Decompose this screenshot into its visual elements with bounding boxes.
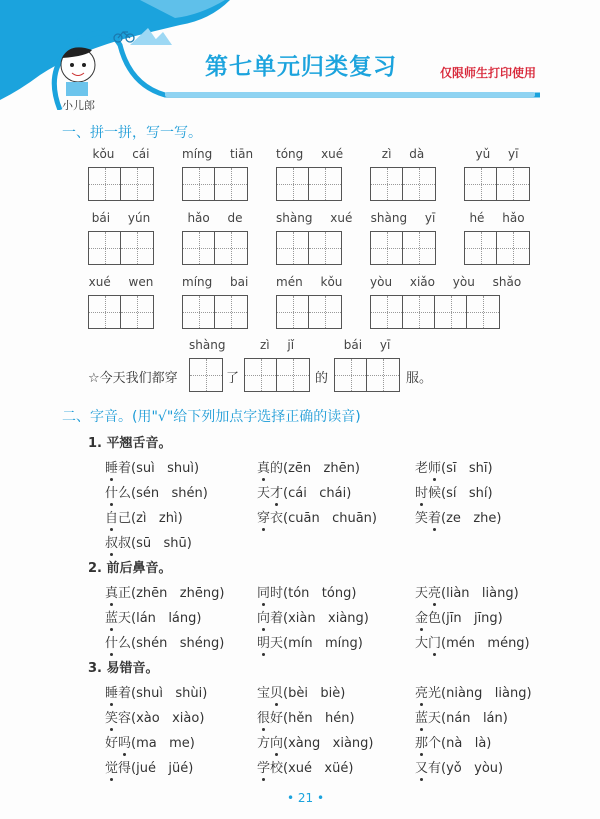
writing-grid[interactable] xyxy=(88,167,154,201)
word-char: 色 xyxy=(428,611,442,626)
word-char: 天 xyxy=(270,636,284,651)
pinyin-options[interactable]: (hěn hén) xyxy=(283,711,355,726)
pinyin-label: míng tiān xyxy=(182,147,254,161)
word-char: 方 xyxy=(257,736,271,751)
pinyin-options[interactable]: (shuì shùi) xyxy=(131,686,208,701)
word-char: 校 xyxy=(270,761,284,776)
grid-cell[interactable] xyxy=(435,296,467,328)
grid-cell[interactable] xyxy=(403,168,435,200)
pinyin-label: yǔ yī xyxy=(475,147,519,161)
word-pronunciation-item[interactable] xyxy=(257,582,356,601)
pinyin-label: yòu xiǎo yòu shǎo xyxy=(370,275,522,289)
pinyin-options[interactable]: (ma me) xyxy=(131,736,195,751)
word-char: 天 xyxy=(118,611,132,626)
pinyin-options[interactable]: (cái chái) xyxy=(283,486,352,501)
grid-cell[interactable] xyxy=(497,168,529,200)
writing-grid[interactable] xyxy=(88,231,154,265)
grid-cell[interactable] xyxy=(121,296,153,328)
pinyin-options[interactable]: (xué xüé) xyxy=(283,761,354,776)
grid-cell[interactable] xyxy=(371,296,403,328)
word-char: 门 xyxy=(428,636,442,651)
pinyin-label: zì dà xyxy=(381,147,425,161)
group-title: 3. 易错音。 xyxy=(88,661,159,676)
pinyin-options[interactable]: (lán láng) xyxy=(131,611,202,626)
grid-cell[interactable] xyxy=(335,359,367,391)
word-char: 衣 xyxy=(270,511,284,526)
writing-grid[interactable] xyxy=(276,167,342,201)
word-pronunciation-item[interactable] xyxy=(105,482,208,501)
word-char: 笑 xyxy=(415,511,429,526)
pinyin-options[interactable]: (yǒ yòu) xyxy=(441,761,504,776)
writing-grid[interactable] xyxy=(370,295,500,329)
word-pronunciation-item[interactable] xyxy=(105,682,207,701)
pinyin-options[interactable]: (tón tóng) xyxy=(283,586,357,601)
grid-cell[interactable] xyxy=(215,168,247,200)
mascot-boy-icon xyxy=(61,47,95,96)
grid-cell[interactable] xyxy=(309,296,341,328)
pinyin-options[interactable]: (sén shén) xyxy=(131,486,208,501)
word-pronunciation-item[interactable] xyxy=(257,482,351,501)
grid-cell[interactable] xyxy=(309,168,341,200)
grid-cell[interactable] xyxy=(121,168,153,200)
word-char: 叔 xyxy=(118,536,132,551)
pinyin-options[interactable]: (zhēn zhēng) xyxy=(131,586,225,601)
grid-cell[interactable] xyxy=(89,232,121,264)
word-char: 己 xyxy=(118,511,132,526)
grid-cell[interactable] xyxy=(309,232,341,264)
page-number: • 21 • xyxy=(287,791,325,805)
word-char: 睡 xyxy=(105,461,119,476)
pinyin-options[interactable]: (ze zhe) xyxy=(441,511,502,526)
pinyin-options[interactable]: (jīn jīng) xyxy=(441,611,503,626)
pinyin-options[interactable]: (xàng xiàng) xyxy=(283,736,374,751)
word-char: 天 xyxy=(257,486,271,501)
grid-cell[interactable] xyxy=(403,296,435,328)
word-char: 的 xyxy=(270,461,284,476)
pinyin-options[interactable]: (jué jüé) xyxy=(131,761,194,776)
pinyin-label: bái yún xyxy=(91,211,151,225)
writing-grid[interactable] xyxy=(464,167,530,201)
word-pronunciation-item[interactable] xyxy=(105,532,192,551)
word-char: 大 xyxy=(415,636,429,651)
word-char: 么 xyxy=(118,636,132,651)
word-char: 亮 xyxy=(428,586,442,601)
word-pronunciation-item[interactable] xyxy=(105,457,199,476)
pinyin-label: xué wen xyxy=(88,275,154,289)
word-pronunciation-item[interactable] xyxy=(257,682,345,701)
pinyin-options[interactable]: (xiàn xiàng) xyxy=(283,611,369,626)
grid-cell[interactable] xyxy=(277,359,309,391)
word-char: 又 xyxy=(415,761,429,776)
word-pronunciation-item[interactable] xyxy=(257,732,374,751)
pinyin-label: hé hǎo xyxy=(469,211,525,225)
grid-cell[interactable] xyxy=(183,168,215,200)
word-char: 么 xyxy=(118,486,132,501)
word-pronunciation-item[interactable] xyxy=(257,607,369,626)
word-char: 金 xyxy=(415,611,429,626)
pinyin-label: tóng xué xyxy=(276,147,344,161)
word-pronunciation-item[interactable] xyxy=(257,507,377,526)
pinyin-label: kǒu cái xyxy=(92,147,150,161)
word-char: 穿 xyxy=(257,511,271,526)
word-pronunciation-item[interactable] xyxy=(415,507,501,526)
writing-grid[interactable] xyxy=(334,358,400,392)
word-char: 天 xyxy=(428,711,442,726)
word-char: 着 xyxy=(270,611,284,626)
writing-grid[interactable] xyxy=(464,231,530,265)
word-char: 觉 xyxy=(105,761,119,776)
grid-cell[interactable] xyxy=(89,296,121,328)
pinyin-options[interactable]: (zēn zhēn) xyxy=(283,461,360,476)
word-char: 真 xyxy=(105,586,119,601)
section1-heading: 一、拼一拼，写一写。 xyxy=(62,125,202,141)
grid-cell[interactable] xyxy=(371,232,403,264)
word-pronunciation-item[interactable] xyxy=(105,507,183,526)
mascot-label: 小儿郎 xyxy=(62,99,95,112)
word-char: 贝 xyxy=(270,686,284,701)
pinyin-options[interactable]: (sū shū) xyxy=(131,536,192,551)
word-char: 天 xyxy=(415,586,429,601)
word-char: 时 xyxy=(415,486,429,501)
grid-cell[interactable] xyxy=(277,168,309,200)
word-char: 才 xyxy=(270,486,284,501)
grid-cell[interactable] xyxy=(215,296,247,328)
grid-cell[interactable] xyxy=(403,232,435,264)
word-char: 个 xyxy=(428,736,442,751)
writing-grid[interactable] xyxy=(189,358,223,392)
word-char: 什 xyxy=(105,636,119,651)
word-pronunciation-item[interactable] xyxy=(415,707,508,726)
word-char: 光 xyxy=(428,686,442,701)
word-char: 师 xyxy=(428,461,442,476)
pinyin-label: shàng xué xyxy=(276,211,353,225)
word-pronunciation-item[interactable] xyxy=(105,632,224,651)
grid-cell[interactable] xyxy=(277,296,309,328)
pinyin-label: shàng yī xyxy=(370,211,436,225)
writing-grid[interactable] xyxy=(370,167,436,201)
word-pronunciation-item[interactable] xyxy=(257,707,355,726)
word-char: 蓝 xyxy=(415,711,429,726)
word-char: 着 xyxy=(118,686,132,701)
grid-cell[interactable] xyxy=(367,359,399,391)
pinyin-options[interactable]: (liàn liàng) xyxy=(441,586,519,601)
word-char: 睡 xyxy=(105,686,119,701)
word-pronunciation-item[interactable] xyxy=(257,757,353,776)
pinyin-options[interactable]: (nà là) xyxy=(441,736,492,751)
grid-cell[interactable] xyxy=(121,232,153,264)
pinyin-options[interactable]: (sí shí) xyxy=(441,486,493,501)
sentence-prefix: ☆今天我们都穿 xyxy=(88,371,178,386)
word-char: 叔 xyxy=(105,536,119,551)
word-char: 同 xyxy=(257,586,271,601)
grid-cell[interactable] xyxy=(465,168,497,200)
grid-cell[interactable] xyxy=(497,232,529,264)
grid-cell[interactable] xyxy=(215,232,247,264)
word-pronunciation-item[interactable] xyxy=(105,732,195,751)
writing-grid[interactable] xyxy=(276,231,342,265)
writing-grid[interactable] xyxy=(88,295,154,329)
word-char: 得 xyxy=(118,761,132,776)
pinyin-label: zì jǐ xyxy=(259,338,295,352)
word-char: 宝 xyxy=(257,686,271,701)
word-char: 容 xyxy=(118,711,132,726)
pinyin-label: míng bai xyxy=(182,275,249,289)
word-char: 什 xyxy=(105,486,119,501)
word-pronunciation-item[interactable] xyxy=(257,457,360,476)
writing-grid[interactable] xyxy=(182,231,248,265)
group-title: 1. 平翘舌音。 xyxy=(88,436,172,451)
word-char: 好 xyxy=(105,736,119,751)
word-char: 吗 xyxy=(118,736,132,751)
page-title: 第七单元归类复习 xyxy=(205,54,397,80)
pinyin-options[interactable]: (shén shéng) xyxy=(131,636,225,651)
pinyin-options[interactable]: (xào xiào) xyxy=(131,711,205,726)
word-char: 那 xyxy=(415,736,429,751)
pinyin-options[interactable]: (nán lán) xyxy=(441,711,508,726)
sentence-mid2: 的 xyxy=(315,371,329,386)
pinyin-options[interactable]: (mín míng) xyxy=(283,636,363,651)
pinyin-options[interactable]: (zì zhì) xyxy=(131,511,183,526)
word-char: 真 xyxy=(257,461,271,476)
word-char: 亮 xyxy=(415,686,429,701)
pinyin-options[interactable]: (mén méng) xyxy=(441,636,530,651)
word-pronunciation-item[interactable] xyxy=(105,582,224,601)
pinyin-options[interactable]: (sī shī) xyxy=(441,461,493,476)
word-char: 蓝 xyxy=(105,611,119,626)
writing-grid[interactable] xyxy=(182,295,248,329)
word-char: 向 xyxy=(257,611,271,626)
word-char: 向 xyxy=(270,736,284,751)
writing-grid[interactable] xyxy=(370,231,436,265)
word-char: 明 xyxy=(257,636,271,651)
print-notice: 仅限师生打印使用 xyxy=(440,66,537,80)
grid-cell[interactable] xyxy=(190,359,222,391)
word-char: 老 xyxy=(415,461,429,476)
word-char: 自 xyxy=(105,511,119,526)
writing-grid[interactable] xyxy=(276,295,342,329)
word-pronunciation-item[interactable] xyxy=(415,632,530,651)
word-pronunciation-item[interactable] xyxy=(257,632,363,651)
pinyin-options[interactable]: (cuān chuān) xyxy=(283,511,377,526)
word-pronunciation-item[interactable] xyxy=(105,757,193,776)
writing-grid[interactable] xyxy=(244,358,310,392)
word-char: 好 xyxy=(270,711,284,726)
word-pronunciation-item[interactable] xyxy=(415,482,493,501)
pinyin-options[interactable]: (niàng liàng) xyxy=(441,686,532,701)
grid-cell[interactable] xyxy=(371,168,403,200)
section2-heading: 二、字音。(用"√"给下列加点字选择正确的读音) xyxy=(62,409,361,425)
word-char: 很 xyxy=(257,711,271,726)
word-pronunciation-item[interactable] xyxy=(415,757,503,776)
word-char: 笑 xyxy=(105,711,119,726)
grid-cell[interactable] xyxy=(89,168,121,200)
writing-grid[interactable] xyxy=(182,167,248,201)
pinyin-label: mén kǒu xyxy=(276,275,343,289)
word-char: 着 xyxy=(118,461,132,476)
pinyin-label: hǎo de xyxy=(187,211,243,225)
sentence-suffix: 服。 xyxy=(406,371,433,386)
pinyin-label: bái yī xyxy=(343,338,391,352)
grid-cell[interactable] xyxy=(183,232,215,264)
word-pronunciation-item[interactable] xyxy=(415,582,519,601)
grid-cell[interactable] xyxy=(467,296,499,328)
word-char: 候 xyxy=(428,486,442,501)
group-title: 2. 前后鼻音。 xyxy=(88,561,172,576)
grid-cell[interactable] xyxy=(245,359,277,391)
word-char: 有 xyxy=(428,761,442,776)
word-pronunciation-item[interactable] xyxy=(105,707,204,726)
word-pronunciation-item[interactable] xyxy=(415,607,503,626)
word-char: 学 xyxy=(257,761,271,776)
word-pronunciation-item[interactable] xyxy=(105,607,201,626)
grid-cell[interactable] xyxy=(183,296,215,328)
pinyin-options[interactable]: (bèi biè) xyxy=(283,686,346,701)
grid-cell[interactable] xyxy=(465,232,497,264)
word-char: 时 xyxy=(270,586,284,601)
word-pronunciation-item[interactable] xyxy=(415,682,532,701)
word-char: 正 xyxy=(118,586,132,601)
word-char: 着 xyxy=(428,511,442,526)
grid-cell[interactable] xyxy=(277,232,309,264)
pinyin-label: shàng xyxy=(189,338,226,352)
pinyin-options[interactable]: (suì shuì) xyxy=(131,461,200,476)
word-pronunciation-item[interactable] xyxy=(415,732,491,751)
sentence-mid1: 了 xyxy=(226,371,240,386)
word-pronunciation-item[interactable] xyxy=(415,457,493,476)
